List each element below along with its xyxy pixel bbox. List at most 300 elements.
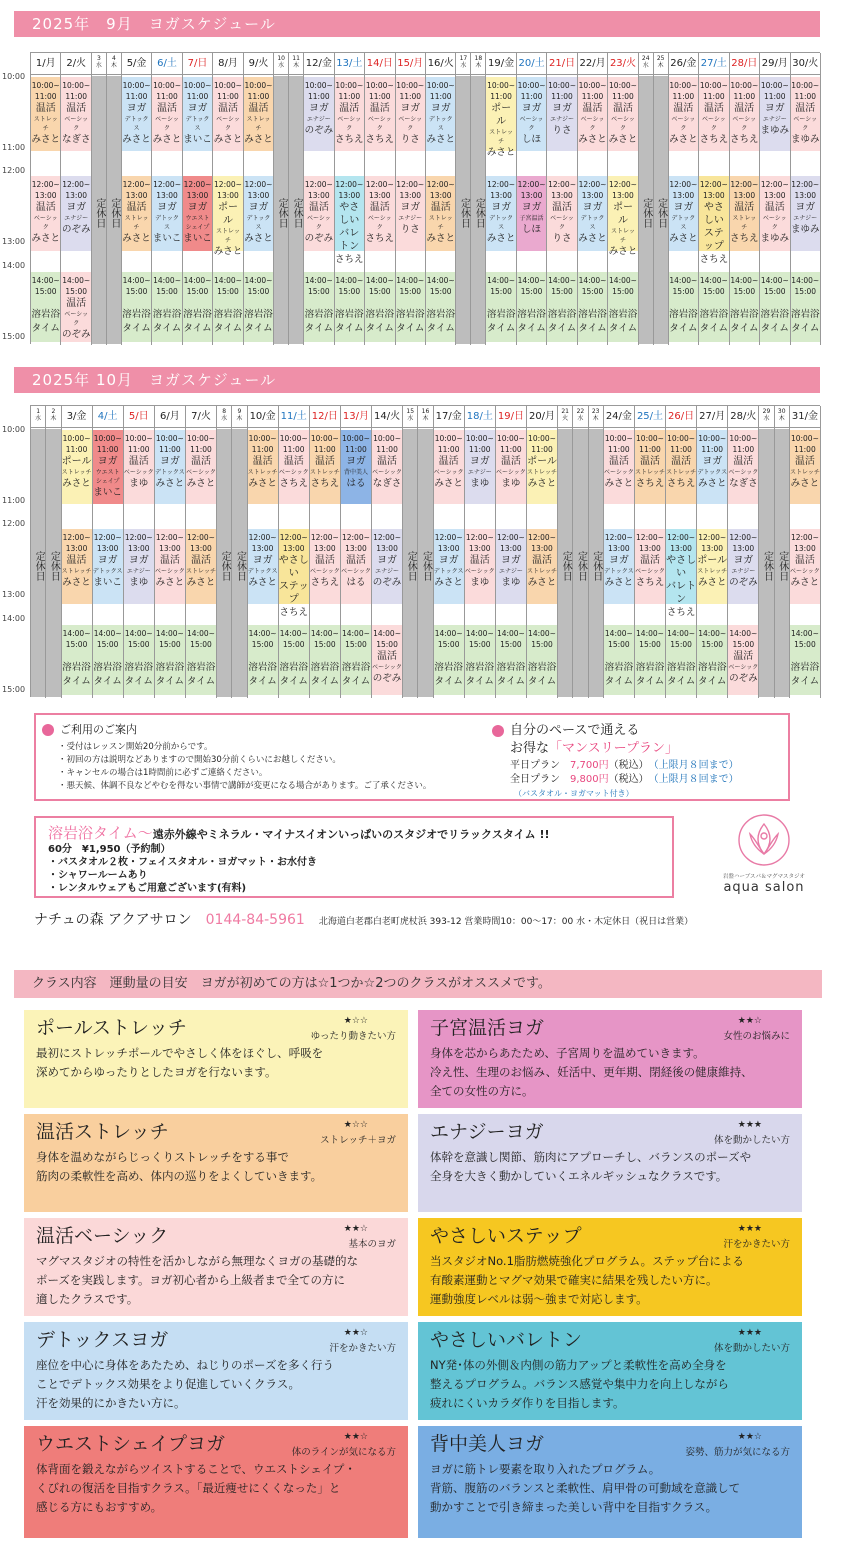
slot-type: ベーシック (496, 469, 526, 476)
slot-teacher: みさと (434, 577, 463, 588)
slot-teacher: 溶岩浴 (62, 662, 91, 673)
slot-teacher: みさと (790, 478, 820, 489)
slot-time: 15:00 (156, 287, 178, 296)
day-header-part: 1 (36, 408, 41, 415)
slot-teacher: みさと (213, 246, 243, 257)
slot-time: 12:00~ (667, 533, 696, 542)
slot-time: 13:00 (376, 544, 398, 553)
slot-time: 15:00 (65, 287, 88, 296)
slot-time: 13:00 (217, 191, 239, 200)
slot-teacher: 溶岩浴 (434, 662, 463, 673)
day-column (93, 406, 124, 698)
slot-type: ベーシック (701, 116, 726, 132)
class-slot (122, 176, 151, 251)
slot-time: 12:00~ (214, 180, 242, 189)
slot-teacher: タイム (62, 676, 91, 687)
class-slot (372, 625, 402, 695)
class-slot (335, 77, 364, 151)
class-slot (61, 272, 90, 342)
slot-teacher: タイム (496, 676, 526, 687)
slot-type: エナジー (375, 568, 399, 575)
slot-time: 13:00 (190, 544, 212, 553)
closed-day-label: 定休日 (93, 198, 105, 228)
slot-class: ポール (527, 456, 557, 467)
hour-label: 14:00 (2, 614, 26, 623)
slot-teacher: まゆみ (790, 224, 820, 235)
slot-type: ベーシック (580, 116, 605, 132)
slot-teacher: タイム (122, 323, 151, 334)
slot-time: 10:00~ (122, 81, 151, 90)
class-desc-line: 冷え性、生理のお悩み、妊活中、更年期、閉経後の健康維持、 (430, 1065, 753, 1079)
day-header: 27/月 (697, 406, 727, 428)
slot-type: ベーシック (367, 215, 392, 231)
slot-time: 13:00 (551, 191, 573, 200)
slot-time: 11:00 (581, 92, 604, 101)
oct-title: 2025年 10月 ヨガスケジュール (14, 367, 820, 393)
class-desc (36, 1252, 396, 1309)
slot-time: 13:00 (733, 191, 756, 200)
slot-time: 12:00~ (187, 533, 215, 542)
slot-time: 15:00 (251, 640, 274, 649)
day-column (527, 406, 558, 698)
slot-spacer (310, 650, 340, 661)
day-header: 18/土 (465, 406, 495, 428)
closed-day-label: 定休日 (776, 551, 788, 581)
slot-teacher: タイム (434, 676, 463, 687)
slot-teacher: 溶岩浴 (93, 662, 122, 673)
slot-type: ベーシック (372, 664, 402, 671)
slot-type: ベーシック (728, 469, 759, 476)
day-column (635, 406, 666, 698)
slot-teacher: みさと (155, 577, 185, 588)
class-stars: ★★☆ (343, 1224, 368, 1234)
class-desc-line: くびれの復活を目指すクラス。「最近痩せにくくなった」と (36, 1481, 341, 1495)
slot-time: 12:00~ (487, 180, 516, 189)
slot-teacher: みさと (604, 577, 634, 588)
slot-time: 12:00~ (699, 180, 728, 189)
class-slot (791, 176, 820, 251)
day-column (335, 53, 365, 345)
slot-teacher: タイム (244, 323, 273, 334)
day-header: 7/火 (186, 406, 216, 428)
slot-time: 14:00~ (426, 276, 455, 285)
class-slot (248, 625, 278, 695)
day-column (61, 53, 91, 345)
slot-teacher: タイム (31, 323, 60, 334)
closed-day-label: 定休日 (48, 551, 60, 581)
slot-teacher: タイム (608, 323, 638, 334)
slot-class: 温活 (126, 202, 147, 213)
slot-teacher: まゆ (501, 577, 521, 588)
slot-time: 15:00 (500, 640, 522, 649)
slot-teacher: タイム (396, 323, 425, 334)
slot-teacher: 溶岩浴 (790, 309, 820, 320)
slot-class: ヨガ (521, 103, 542, 114)
slot-time: 15:00 (639, 640, 661, 649)
slot-class: 温活 (639, 555, 660, 566)
class-slot (152, 272, 181, 342)
spa-title: 溶岩浴タイム～ (48, 824, 153, 842)
slot-teacher: みさと (244, 134, 273, 145)
slot-time: 11:00 (429, 92, 452, 101)
slot-time: 14:00~ (244, 276, 273, 285)
class-desc-line: 感じる方にもおすすめ。 (36, 1500, 163, 1514)
slot-teacher: のぞみ (61, 224, 91, 235)
slot-class: ヨガ (795, 202, 816, 213)
plan-name: 「マンスリープラン」 (549, 741, 678, 756)
day-header (471, 53, 485, 75)
slot-teacher: なぎさ (61, 134, 91, 145)
day-column (213, 53, 243, 345)
day-column (426, 53, 456, 345)
slot-time: 15:00 (376, 640, 398, 649)
slot-teacher: みさと (527, 577, 557, 588)
class-desc-line: 座位を中心に身体をあたため、ねじりのポーズを多く行う (36, 1358, 334, 1372)
class-slot (122, 77, 151, 151)
slot-type: ストレッチ (33, 116, 58, 132)
class-card (24, 1322, 408, 1420)
closed-day-label: 定休日 (291, 198, 303, 228)
slot-type: デトックス (124, 116, 149, 132)
logo-small: 岩盤ハーブスパ＆マグマスタジオ (722, 874, 805, 880)
slot-class: 温活 (733, 651, 754, 662)
slot-type: ストレッチ (527, 469, 557, 476)
slot-time: 11:00 (247, 92, 270, 101)
class-desc-line: 適したクラスです。 (36, 1292, 139, 1306)
day-header-part: 木 (475, 62, 482, 69)
slot-time: 14:00~ (667, 629, 696, 638)
class-slot (279, 430, 309, 504)
slot-class: 温活 (608, 456, 629, 467)
slot-class: 温活 (157, 103, 178, 114)
slot-class: 温活 (377, 651, 398, 662)
slot-spacer (496, 650, 526, 661)
class-slot (152, 176, 181, 251)
day-header-part: 木 (293, 62, 300, 69)
slot-class: 温活 (734, 103, 755, 114)
slot-teacher: まゆみ (790, 134, 820, 145)
class-slot (527, 529, 557, 604)
slot-time: 11:00 (500, 445, 522, 454)
slot-time: 12:00~ (279, 533, 308, 542)
day-column (244, 53, 274, 345)
slot-time: 11:00 (217, 92, 239, 101)
day-header: 26/金 (669, 53, 698, 75)
slot-time: 11:00 (338, 92, 361, 101)
slot-time: 11:00 (794, 445, 816, 454)
day-header: 5/日 (124, 406, 154, 428)
slot-teacher: みさと (213, 134, 243, 145)
slot-teacher: タイム (155, 676, 185, 687)
slot-class: やさしい (339, 202, 360, 226)
class-slot (434, 430, 464, 504)
day-column (274, 53, 289, 345)
day-header: 12/日 (310, 406, 340, 428)
slot-spacer (486, 297, 515, 308)
slot-time: 12:00~ (396, 180, 425, 189)
class-target: ストレッチ＋ヨガ (320, 1135, 396, 1146)
slot-class: ヨガ (552, 103, 573, 114)
class-slot (666, 529, 697, 618)
slot-time: 11:00 (96, 445, 119, 454)
day-header (589, 406, 603, 428)
slot-class: 温活 (582, 103, 603, 114)
class-slot (396, 77, 425, 151)
slot-type: ベーシック (611, 116, 635, 132)
class-slot (62, 529, 92, 604)
slot-time: 12:00~ (790, 533, 819, 542)
day-header: 19/日 (496, 406, 526, 428)
slot-class: 温活 (734, 202, 755, 213)
day-header: 3/金 (62, 406, 92, 428)
slot-class: 温活 (369, 103, 390, 114)
slot-time: 13:00 (639, 544, 661, 553)
slot-time: 10:00~ (214, 81, 242, 90)
day-column (186, 406, 217, 698)
slot-spacer (304, 297, 333, 308)
closed-day-label: 定休日 (761, 551, 773, 581)
class-card (418, 1426, 802, 1538)
slot-class: ヨガ (308, 103, 329, 114)
slot-time: 12:00~ (729, 533, 758, 542)
slot-time: 14:00~ (248, 629, 277, 638)
slot-class: 温活 (159, 555, 180, 566)
slot-type: デトックス (580, 215, 605, 231)
class-slot (62, 430, 92, 504)
class-target: 汗をかきたい方 (723, 1239, 790, 1250)
class-slot (213, 176, 243, 257)
day-header-part: 11 (292, 55, 300, 62)
class-slot (697, 529, 727, 604)
slot-time: 15:00 (368, 287, 391, 296)
slot-spacer (152, 297, 181, 308)
class-slot (310, 625, 340, 695)
slot-spacer (183, 297, 212, 308)
slot-teacher: はる (346, 478, 366, 489)
slot-teacher: タイム (124, 676, 153, 687)
day-column (728, 406, 759, 698)
slot-teacher: まいこ (93, 487, 122, 498)
slot-spacer (279, 650, 309, 661)
slot-type: ベーシック (367, 116, 392, 132)
class-slot (93, 529, 123, 604)
day-header: 19/金 (486, 53, 515, 75)
day-column (608, 53, 638, 345)
slot-time: 11:00 (794, 92, 817, 101)
slot-time: 15:00 (581, 287, 604, 296)
slot-time: 13:00 (65, 191, 88, 200)
day-header: 6/月 (155, 406, 185, 428)
class-stars: ★☆☆ (343, 1120, 368, 1130)
class-target: 体のラインが気になる方 (291, 1447, 396, 1458)
slot-time: 15:00 (732, 640, 755, 649)
class-desc (36, 1044, 396, 1082)
slot-teacher: みさと (669, 134, 698, 145)
slot-time: 10:00~ (791, 81, 820, 90)
slot-time: 14:00~ (548, 276, 576, 285)
slot-time: 13:00 (520, 191, 543, 200)
day-header: 20/土 (517, 53, 546, 75)
spa-subtitle: 遠赤外線やミネラル・マイナスイオンいっぱいのスタジオでリラックスタイム !! (152, 828, 550, 841)
slot-teacher: さちえ (279, 478, 308, 489)
day-column (697, 406, 728, 698)
slot-teacher: 溶岩浴 (578, 309, 607, 320)
slot-teacher: 溶岩浴 (697, 662, 727, 673)
slot-spacer (635, 650, 665, 661)
day-header-part: 木 (422, 415, 429, 422)
slot-teacher: みさと (122, 233, 151, 244)
slot-teacher: タイム (248, 676, 277, 687)
slot-teacher: のぞみ (372, 673, 402, 684)
slot-time: 14:00~ (155, 629, 184, 638)
slot-time: 14:00~ (304, 276, 333, 285)
slot-teacher: みさと (486, 147, 516, 158)
slot-class: ヨガ (438, 555, 459, 566)
slot-class: 温活 (794, 456, 815, 467)
plan-sub: お得な「マンスリープラン」 (510, 741, 678, 756)
class-slot (62, 625, 92, 695)
slot-teacher: まゆみ (760, 125, 790, 136)
slot-teacher: 溶岩浴 (310, 662, 340, 673)
slot-teacher: タイム (669, 323, 698, 334)
slot-class: 温活 (66, 103, 87, 114)
slot-class: 温活 (794, 555, 815, 566)
day-column (310, 406, 341, 698)
slot-teacher: 溶岩浴 (213, 309, 243, 320)
slot-type: エナジー (64, 215, 89, 222)
slot-class: 温活 (671, 456, 692, 467)
class-slot (666, 430, 696, 504)
day-column (639, 53, 654, 345)
day-column (699, 53, 729, 345)
slot-teacher: 溶岩浴 (699, 309, 729, 320)
class-slot (61, 77, 90, 151)
day-column (155, 406, 186, 698)
day-column (152, 53, 182, 345)
info-heading: ご利用のご案内 (42, 721, 137, 737)
slot-spacer (62, 650, 92, 661)
day-header (654, 53, 668, 75)
slot-teacher: タイム (517, 323, 546, 334)
slot-spacer (244, 297, 273, 308)
slot-time: 11:00 (127, 445, 150, 454)
slot-time: 14:00~ (729, 629, 758, 638)
day-header-part: 水 (763, 415, 770, 422)
class-slot (699, 176, 729, 265)
class-card (24, 1218, 408, 1316)
slot-type: エナジー (498, 568, 523, 575)
slot-teacher: しほ (522, 134, 542, 145)
hour-label: 12:00 (2, 166, 26, 175)
slot-class: ステップ (703, 228, 724, 252)
slot-teacher: タイム (790, 676, 820, 687)
class-slot (760, 272, 789, 342)
slot-time: 11:00 (490, 92, 512, 101)
slot-time: 13:00 (670, 544, 692, 553)
slot-class: 温活 (369, 202, 390, 213)
day-header: 13/土 (335, 53, 364, 75)
bullet-icon (492, 725, 504, 737)
slot-class: 温活 (639, 456, 660, 467)
slot-class: ヨガ (400, 103, 421, 114)
day-column (486, 53, 516, 345)
day-header-part: 21 (561, 408, 569, 415)
slot-teacher: みさと (608, 246, 638, 257)
day-header-part: 木 (592, 415, 599, 422)
class-slot (396, 176, 425, 251)
class-slot (527, 430, 557, 504)
slot-time: 14:00~ (528, 629, 556, 638)
slot-type: ストレッチ (697, 568, 728, 575)
class-stars: ★★☆ (343, 1432, 368, 1442)
slot-class: ヨガ (469, 456, 490, 467)
slot-teacher: 溶岩浴 (395, 309, 425, 320)
slot-teacher: さちえ (365, 233, 395, 244)
class-slot (517, 176, 546, 251)
slot-type: ベーシック (550, 215, 574, 231)
class-slot (426, 176, 455, 251)
day-header-part: 4 (111, 55, 116, 62)
slot-class: 温活 (500, 456, 521, 467)
day-header-part: 水 (407, 415, 414, 422)
slot-time: 10:00~ (465, 434, 494, 443)
slot-time: 12:00~ (373, 533, 401, 542)
tel[interactable]: 0144-84-5961 (205, 912, 305, 928)
class-slot (790, 529, 820, 604)
class-name: デトックスヨガ (36, 1329, 169, 1351)
slot-spacer (186, 650, 216, 661)
slot-teacher: タイム (635, 676, 665, 687)
slot-type: ベーシック (728, 664, 759, 671)
slot-class: ヨガ (157, 202, 178, 213)
slot-teacher: 溶岩浴 (183, 309, 212, 320)
day-column (122, 53, 152, 345)
slot-time: 10:00~ (730, 81, 759, 90)
slot-teacher: りさ (400, 224, 420, 235)
day-column (654, 53, 669, 345)
slot-time: 13:00 (308, 191, 330, 200)
slot-time: 15:00 (338, 287, 361, 296)
slot-teacher: みさと (697, 577, 727, 588)
slot-time: 10:00~ (153, 81, 181, 90)
class-desc-line: 疲れにくいカラダ作りを目指します。 (430, 1396, 625, 1410)
slot-teacher: みさと (697, 478, 727, 489)
class-slot (426, 272, 455, 342)
slot-type: デトックス (433, 568, 464, 575)
day-header: 28/火 (728, 406, 758, 428)
class-slot (279, 625, 309, 695)
slot-time: 11:00 (156, 92, 178, 101)
slot-time: 13:00 (672, 191, 695, 200)
slot-time: 14:00~ (341, 629, 370, 638)
slot-time: 11:00 (733, 92, 756, 101)
class-slot (465, 430, 495, 504)
class-desc (36, 1356, 396, 1413)
slot-teacher: みさと (248, 478, 277, 489)
slot-class: ヨガ (702, 456, 723, 467)
slot-time: 11:00 (531, 445, 553, 454)
day-header: 13/月 (341, 406, 371, 428)
slot-type: ウエスト (95, 469, 120, 476)
class-card (24, 1010, 408, 1108)
slot-type: デトックス (697, 469, 728, 476)
slot-teacher: 溶岩浴 (152, 309, 182, 320)
slot-time: 13:00 (794, 191, 817, 200)
class-desc-line: 当スタジオNo.1脂肪燃焼強化プログラム。ステップ台による (430, 1254, 744, 1268)
slot-class: ヨガ (97, 555, 118, 566)
day-header-part: 3 (96, 55, 101, 62)
day-column (248, 406, 279, 698)
